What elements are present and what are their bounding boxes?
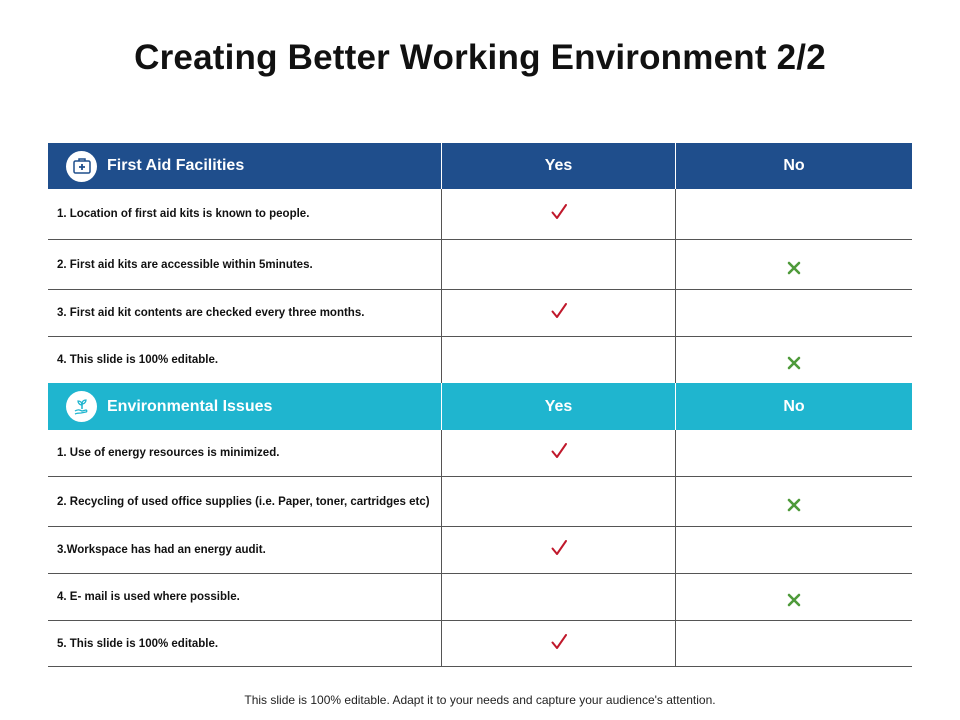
check-icon xyxy=(550,203,568,221)
table-row xyxy=(48,290,912,337)
checklist-table xyxy=(48,143,912,667)
table-row xyxy=(48,527,912,574)
cross-icon xyxy=(786,592,802,608)
row-label: 4. E- mail is used where possible. xyxy=(57,591,240,603)
table-row xyxy=(48,189,912,240)
table-row xyxy=(48,574,912,621)
column-header-yes: Yes xyxy=(544,397,573,415)
section-title: Environmental Issues xyxy=(107,397,273,415)
cross-icon xyxy=(786,260,802,276)
check-icon xyxy=(550,442,568,460)
section-header-first-aid xyxy=(48,143,912,189)
row-label: 3. First aid kit contents are checked every three months. xyxy=(57,307,365,319)
plant-hand-icon xyxy=(66,391,97,422)
table-row xyxy=(48,337,912,383)
page-title: Creating Better Working Environment 2/2 xyxy=(134,38,826,77)
row-label: 1. Use of energy resources is minimized. xyxy=(57,447,280,459)
cross-icon xyxy=(786,355,802,371)
table-row xyxy=(48,621,912,667)
table-row xyxy=(48,477,912,527)
row-label: 5. This slide is 100% editable. xyxy=(57,637,219,650)
check-icon xyxy=(550,539,568,557)
table-row xyxy=(48,430,912,477)
row-label: 1. Location of first aid kits is known to people. xyxy=(57,208,310,220)
row-label: 2. First aid kits are accessible within 5minutes. xyxy=(57,258,313,271)
check-icon xyxy=(550,302,568,320)
row-label: 2. Recycling of used office supplies (i.e. Paper, toner, cartridges etc) xyxy=(57,495,430,508)
row-label: 4. This slide is 100% editable. xyxy=(57,354,219,366)
column-header-no: No xyxy=(783,157,805,174)
column-header-yes: Yes xyxy=(544,157,573,174)
table-row xyxy=(48,240,912,290)
section-header-environmental xyxy=(48,383,912,430)
check-icon xyxy=(550,633,568,651)
column-header-no: No xyxy=(783,397,805,415)
first-aid-kit-icon xyxy=(66,151,97,182)
footer-note: This slide is 100% editable. Adapt it to your needs and capture your audience's attention. xyxy=(244,693,716,707)
section-title: First Aid Facilities xyxy=(107,157,245,174)
cross-icon xyxy=(786,497,802,513)
row-label: 3.Workspace has had an energy audit. xyxy=(57,544,266,556)
